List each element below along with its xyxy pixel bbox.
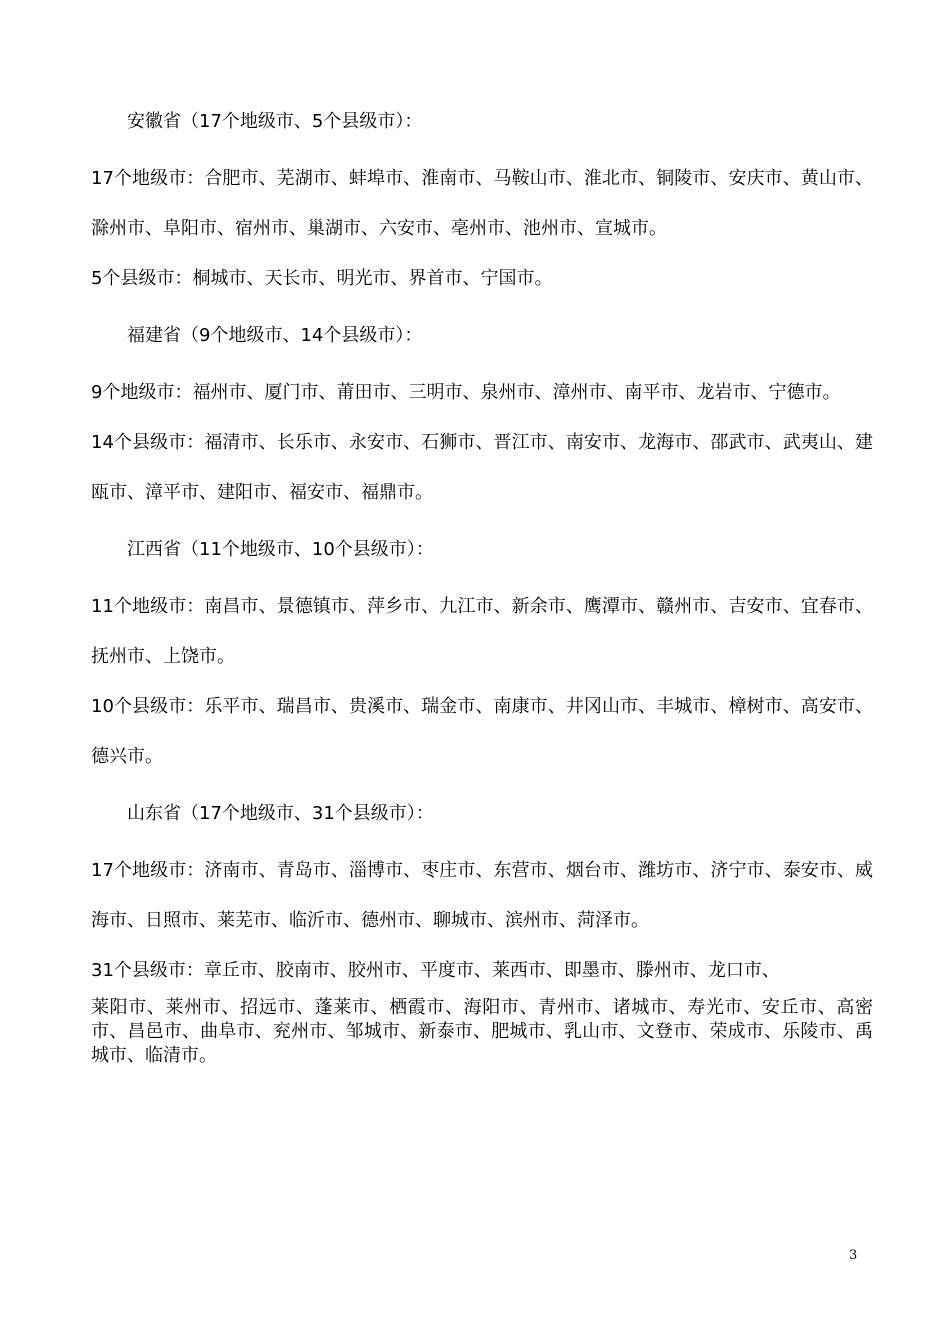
section-heading: 山东省（17个地级市、31个县级市）： — [127, 803, 434, 824]
section-fujian — [91, 318, 873, 518]
page-number: 3 — [849, 1248, 858, 1263]
section-anhui — [91, 104, 873, 304]
county-list: 10个县级市：乐平市、瑞昌市、贵溪市、瑞金市、南康市、井冈山市、丰城市、樟树市、高安市、德兴市。 — [91, 696, 873, 767]
county-list: 5个县级市：桐城市、天长市、明光市、界首市、宁国市。 — [91, 268, 553, 289]
county-list-first-line: 31个县级市：章丘市、胶南市、胶州市、平度市、莱西市、即墨市、滕州市、龙口市、 — [91, 960, 780, 981]
section-jiangxi — [91, 532, 873, 782]
prefecture-list: 17个地级市：合肥市、芜湖市、蚌埠市、淮南市、马鞍山市、淮北市、铜陵市、安庆市、黄山市、滁州市、阜阳市、宿州市、巢湖市、六安市、亳州市、池州市、宣城市。 — [91, 168, 873, 239]
county-list: 14个县级市：福清市、长乐市、永安市、石狮市、晋江市、南安市、龙海市、邵武市、武夷山、建瓯市、漳平市、建阳市、福安市、福鼎市。 — [91, 432, 873, 503]
prefecture-list: 17个地级市：济南市、青岛市、淄博市、枣庄市、东营市、烟台市、潍坊市、济宁市、泰安市、威海市、日照市、莱芜市、临沂市、德州市、聊城市、滨州市、菏泽市。 — [91, 860, 873, 931]
section-heading: 福建省（9个地级市、14个县级市）： — [127, 325, 423, 346]
prefecture-list: 9个地级市：福州市、厦门市、莆田市、三明市、泉州市、漳州市、南平市、龙岩市、宁德市。 — [91, 382, 841, 403]
section-heading: 江西省（11个地级市、10个县级市）： — [127, 539, 434, 560]
document-body — [91, 104, 873, 1068]
county-list — [91, 946, 873, 1068]
prefecture-list: 11个地级市：南昌市、景德镇市、萍乡市、九江市、新余市、鹰潭市、赣州市、吉安市、宜春市、抚州市、上饶市。 — [91, 596, 873, 667]
section-heading: 安徽省（17个地级市、5个县级市）： — [127, 111, 423, 132]
county-list-continued: 莱阳市、莱州市、招远市、蓬莱市、栖霞市、海阳市、青州市、诸城市、寿光市、安丘市、高密市、昌邑市、曲阜市、兖州市、邹城市、新泰市、肥城市、乳山市、文登市、荣成市、乐陵市、禹城市、临清市。 — [91, 997, 873, 1066]
section-shandong — [91, 796, 873, 1068]
